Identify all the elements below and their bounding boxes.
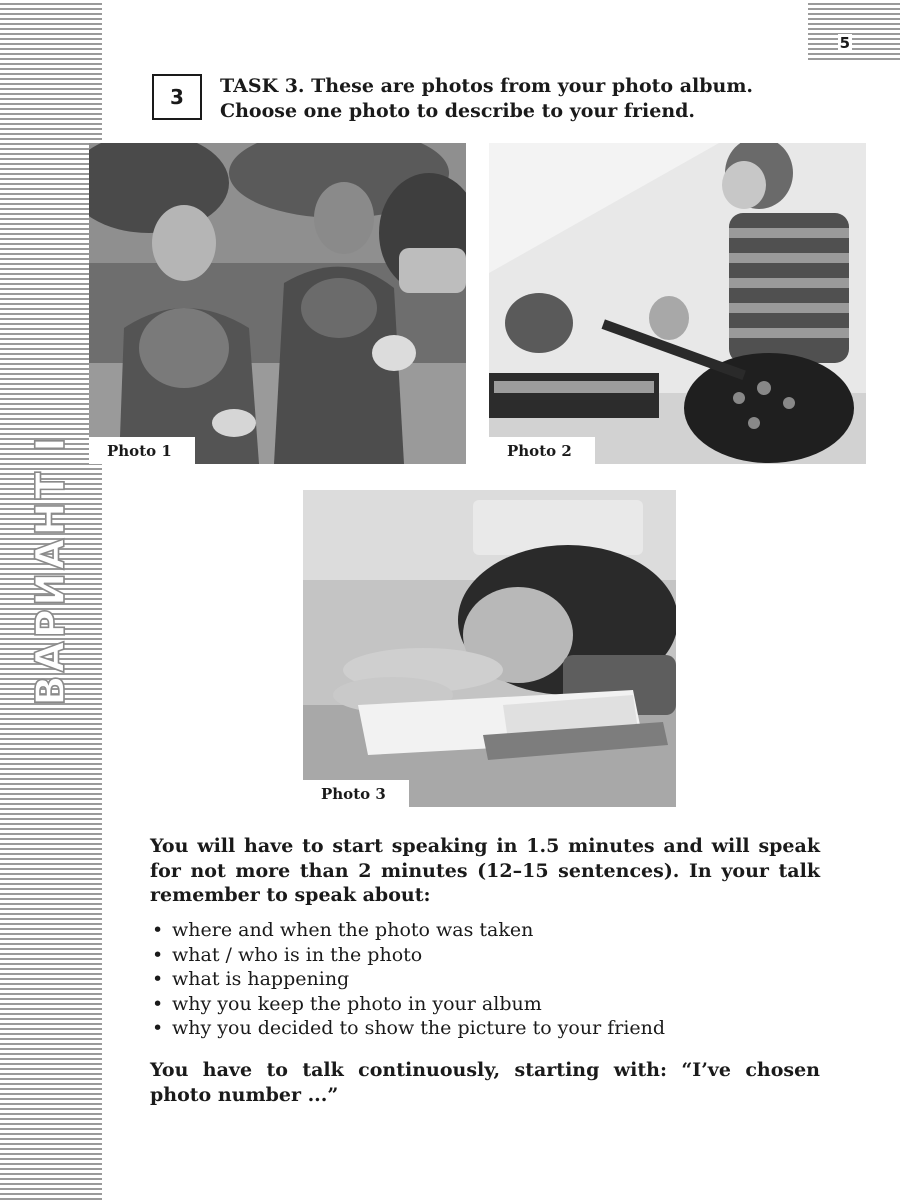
- task-title: TASK 3. These are photos from your photo album. Choose one photo to describe to your friend.: [220, 75, 754, 122]
- photo-3-label: Photo 3: [303, 780, 409, 807]
- instructions-text: You will have to start speaking in 1.5 minutes and will speak for not more than 2 minutes (12–15 sentences). In your talk remember to speak about:: [150, 835, 820, 906]
- page-number-box: [808, 0, 900, 62]
- photo-1-image: [89, 143, 466, 464]
- task-number: 3: [170, 85, 184, 109]
- photo-1-label: Photo 1: [89, 437, 195, 464]
- list-item: • what is happening: [150, 967, 820, 992]
- list-item: • what / who is in the photo: [150, 943, 820, 968]
- photo-2-image: [489, 143, 866, 464]
- photo-3-image: [303, 490, 676, 807]
- photo-2-label: Photo 2: [489, 437, 595, 464]
- list-item: • why you decided to show the picture to your friend: [150, 1016, 820, 1041]
- task-number-box: [152, 74, 202, 120]
- variant-label-text: ВАРИАНТ I: [28, 434, 74, 706]
- list-item: • where and when the photo was taken: [150, 918, 820, 943]
- closing-text: You have to talk continuously, starting with: “I’ve chosen photo number ...”: [150, 1059, 820, 1106]
- page-number: 5: [839, 34, 850, 52]
- talk-points-list: [150, 918, 820, 1041]
- photo-3: [303, 490, 676, 807]
- photo-2: [489, 143, 866, 464]
- photo-1: [89, 143, 466, 464]
- list-item: • why you keep the photo in your album: [150, 992, 820, 1017]
